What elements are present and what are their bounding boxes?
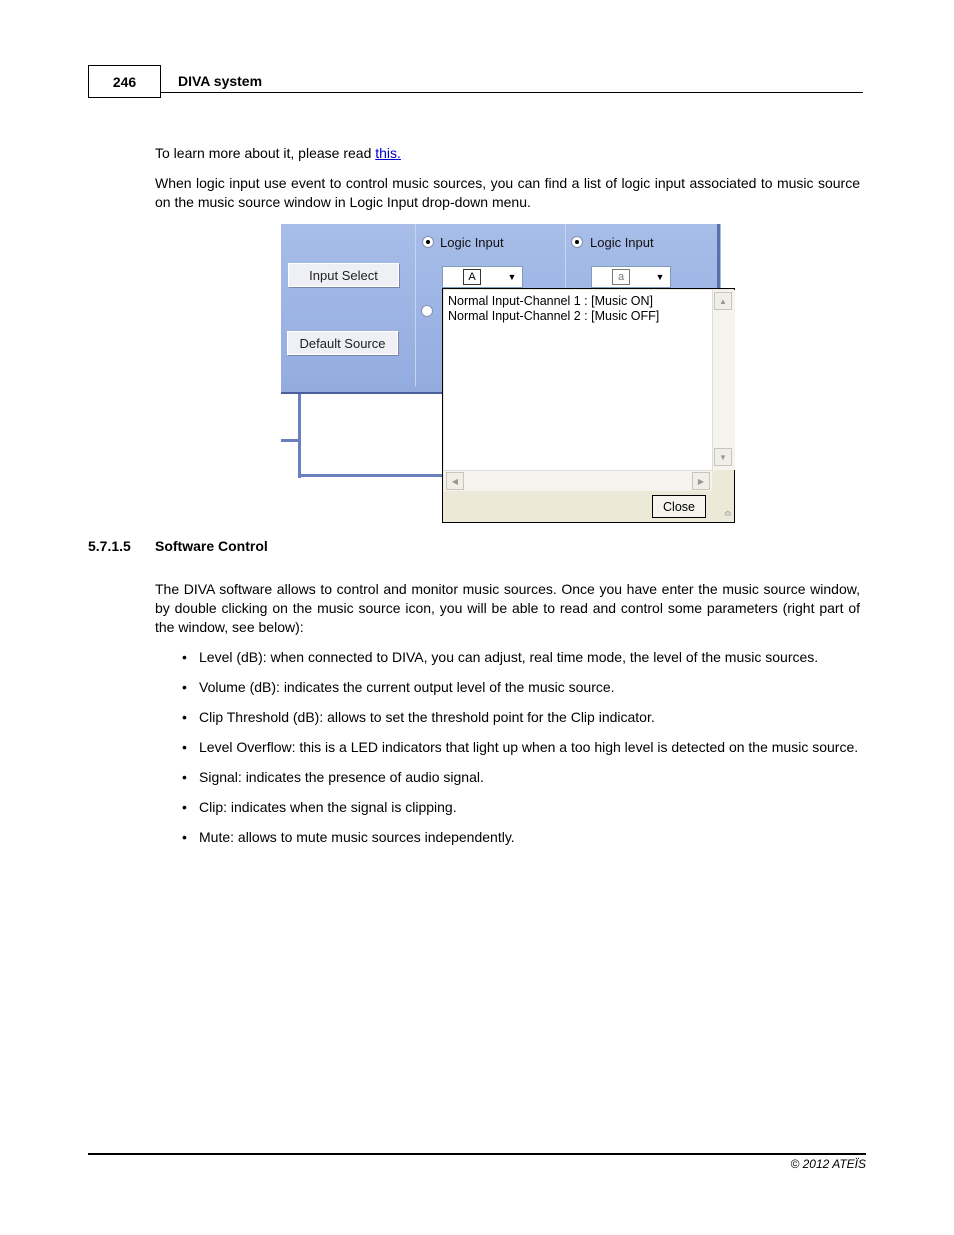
header-rule [161,92,863,93]
section-paragraph: The DIVA software allows to control and monitor music sources. Once you have enter the music source window, by double clicking on the music source icon, you will be able to read and control some parameters (right part of the window, see below): [155,581,860,635]
input-select-button[interactable]: Input Select [288,263,399,287]
intro-paragraph: When logic input use event to control music sources, you can find a list of logic input associated to music source on the music source window in Logic Input drop-down menu. [155,175,860,210]
panel-divider [415,224,416,386]
list-item: • Signal: indicates the presence of audio signal. [182,768,860,787]
scroll-down-icon[interactable]: ▼ [714,448,732,466]
logic-input-combo-1[interactable] [442,266,523,288]
radio-button[interactable] [421,305,433,317]
list-item: • Volume (dB): indicates the current output level of the music source. [182,678,860,697]
close-button[interactable]: Close [652,495,706,518]
combo-glyph: a [612,269,630,285]
default-source-button[interactable]: Default Source [287,331,398,355]
footer-rule [88,1153,866,1155]
list-item[interactable]: Normal Input-Channel 1 : [Music ON] [448,294,653,308]
logic-input-label-1: Logic Input [440,235,504,250]
learn-more-link[interactable]: this. [375,145,401,161]
logic-input-combo-2[interactable] [591,266,671,288]
logic-input-radio-2[interactable] [571,236,583,248]
scroll-up-icon[interactable]: ▲ [714,292,732,310]
list-item: • Level (dB): when connected to DIVA, you can adjust, real time mode, the level of the music sources. [182,648,860,667]
logic-input-radio-1[interactable] [422,236,434,248]
white-panel [281,394,446,476]
horizontal-scrollbar[interactable] [444,470,712,491]
scroll-right-icon[interactable]: ▶ [692,472,710,490]
section-title: Software Control [155,538,268,554]
logic-input-label-2: Logic Input [590,235,654,250]
combo-glyph: A [463,269,481,285]
vertical-scrollbar[interactable] [712,290,735,470]
copyright: © 2012 ATEÏS [790,1157,866,1171]
resize-grip-icon[interactable]: ≏ [723,509,732,520]
panel-border [298,474,446,477]
scroll-left-icon[interactable]: ◀ [446,472,464,490]
connector-line [281,439,299,442]
learn-more-prefix: To learn more about it, please read [155,145,376,161]
list-item[interactable]: Normal Input-Channel 2 : [Music OFF] [448,309,660,323]
panel-border [298,394,301,478]
header-title: DIVA system [178,73,263,89]
section-number: 5.7.1.5 [88,538,131,554]
logic-input-list [444,290,712,470]
chevron-down-icon[interactable]: ▼ [655,272,665,282]
learn-more-line [155,144,860,163]
chevron-down-icon[interactable]: ▼ [507,272,517,282]
parameter-list [182,648,860,858]
page-number: 246 [88,65,161,98]
list-item: • Level Overflow: this is a LED indicators that light up when a too high level is detected on the music source. [182,738,860,757]
list-item: • Clip: indicates when the signal is clipping. [182,798,860,817]
logic-input-dropdown [442,288,735,523]
logic-input-screenshot [281,224,736,524]
list-item: • Mute: allows to mute music sources independently. [182,828,860,847]
list-item: • Clip Threshold (dB): allows to set the threshold point for the Clip indicator. [182,708,860,727]
